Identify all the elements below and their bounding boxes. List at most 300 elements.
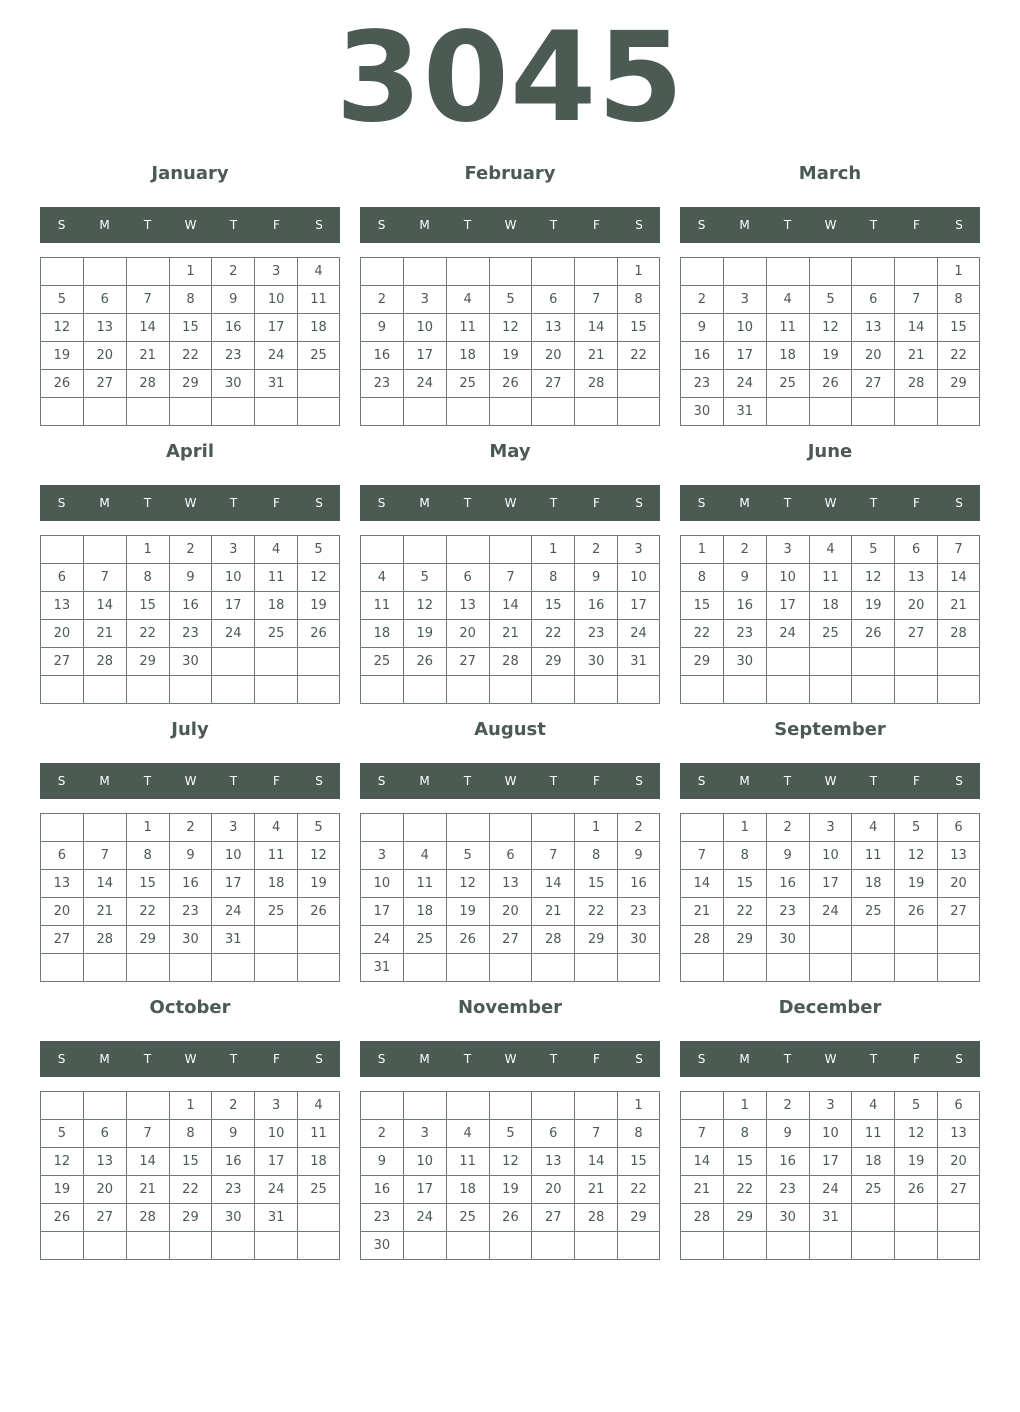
day-cell: 31	[809, 1204, 852, 1232]
day-cell	[532, 398, 575, 426]
day-cell	[618, 676, 660, 704]
day-cell: 9	[723, 564, 766, 592]
day-cell: 17	[723, 342, 766, 370]
day-cell: 21	[126, 342, 169, 370]
day-cell	[938, 1232, 980, 1260]
day-cell: 19	[41, 1176, 84, 1204]
day-cell	[83, 1092, 126, 1120]
day-cell	[126, 398, 169, 426]
day-cell	[723, 258, 766, 286]
weekday-label: S	[57, 1052, 66, 1066]
day-cell: 20	[938, 870, 980, 898]
day-cell	[938, 398, 980, 426]
week-row	[361, 648, 660, 676]
day-cell: 13	[532, 314, 575, 342]
weekday-header	[680, 207, 980, 243]
day-cell: 18	[255, 870, 298, 898]
weekday-label: F	[593, 218, 600, 232]
day-cell: 30	[766, 926, 809, 954]
day-cell	[255, 1232, 298, 1260]
day-cell	[618, 398, 660, 426]
day-cell: 25	[446, 1204, 489, 1232]
day-cell	[852, 1232, 895, 1260]
day-cell: 17	[403, 342, 446, 370]
day-cell: 14	[575, 1148, 618, 1176]
week-row	[681, 898, 980, 926]
day-cell	[809, 398, 852, 426]
weekday-label: T	[549, 1052, 558, 1066]
day-cell	[255, 648, 298, 676]
weekday-label: F	[273, 1052, 280, 1066]
day-cell	[852, 1204, 895, 1232]
day-cell	[489, 1232, 532, 1260]
day-cell: 12	[446, 870, 489, 898]
day-cell: 31	[723, 398, 766, 426]
week-row	[41, 870, 340, 898]
weekday-label: T	[783, 218, 792, 232]
day-cell	[809, 258, 852, 286]
day-cell: 11	[766, 314, 809, 342]
day-cell	[852, 954, 895, 982]
week-row	[681, 398, 980, 426]
day-cell: 29	[532, 648, 575, 676]
weekday-label: S	[315, 496, 323, 510]
day-cell: 24	[618, 620, 660, 648]
day-cell: 16	[212, 314, 255, 342]
weekday-label: F	[273, 774, 280, 788]
day-cell: 12	[403, 592, 446, 620]
week-row	[361, 536, 660, 564]
day-cell: 17	[403, 1176, 446, 1204]
day-cell: 10	[766, 564, 809, 592]
weekday-label: M	[419, 774, 430, 788]
day-cell: 8	[681, 564, 724, 592]
day-cell: 21	[489, 620, 532, 648]
week-row	[41, 814, 340, 842]
week-row	[681, 926, 980, 954]
day-cell	[446, 1232, 489, 1260]
day-cell: 15	[575, 870, 618, 898]
day-cell: 20	[83, 1176, 126, 1204]
day-cell: 14	[126, 1148, 169, 1176]
day-cell: 6	[938, 1092, 980, 1120]
day-cell: 21	[83, 620, 126, 648]
day-cell	[83, 1232, 126, 1260]
day-cell: 24	[212, 620, 255, 648]
week-row	[361, 1232, 660, 1260]
day-cell: 9	[766, 842, 809, 870]
day-cell: 23	[169, 898, 212, 926]
day-cell: 5	[41, 286, 84, 314]
day-cell: 15	[618, 314, 660, 342]
week-row	[361, 1120, 660, 1148]
weekday-label: W	[504, 1052, 517, 1066]
day-cell	[41, 398, 84, 426]
day-cell: 3	[723, 286, 766, 314]
day-cell: 5	[403, 564, 446, 592]
day-cell: 28	[681, 926, 724, 954]
day-cell: 10	[212, 564, 255, 592]
day-cell: 3	[618, 536, 660, 564]
weekday-header	[680, 1041, 980, 1077]
day-cell	[298, 676, 340, 704]
weekday-label: T	[463, 218, 472, 232]
day-cell: 5	[446, 842, 489, 870]
weekday-label: S	[315, 218, 323, 232]
week-row	[41, 370, 340, 398]
day-cell: 28	[83, 648, 126, 676]
weekday-label: T	[869, 774, 878, 788]
day-cell: 1	[618, 258, 660, 286]
weekday-label: W	[504, 774, 517, 788]
weekday-label: T	[229, 218, 238, 232]
day-cell: 25	[766, 370, 809, 398]
month-name: November	[457, 997, 563, 1018]
day-cell: 24	[403, 1204, 446, 1232]
day-cell	[809, 954, 852, 982]
day-cell: 7	[532, 842, 575, 870]
day-cell: 18	[298, 1148, 340, 1176]
day-cell	[809, 926, 852, 954]
day-cell: 17	[809, 1148, 852, 1176]
day-cell: 8	[723, 1120, 766, 1148]
week-row	[361, 898, 660, 926]
day-cell	[41, 954, 84, 982]
day-cell	[298, 1232, 340, 1260]
day-cell: 20	[489, 898, 532, 926]
day-cell: 3	[403, 1120, 446, 1148]
weekday-label: F	[273, 218, 280, 232]
day-cell: 13	[41, 592, 84, 620]
weekday-label: T	[143, 1052, 152, 1066]
day-cell: 22	[126, 898, 169, 926]
day-grid	[360, 535, 660, 704]
week-row	[681, 564, 980, 592]
day-cell: 2	[361, 286, 404, 314]
day-cell	[169, 954, 212, 982]
month-name: March	[798, 163, 862, 184]
year-title: 3045	[335, 6, 685, 150]
day-cell	[126, 1232, 169, 1260]
day-cell	[298, 370, 340, 398]
week-row	[41, 1120, 340, 1148]
day-cell: 23	[618, 898, 660, 926]
day-cell: 18	[852, 1148, 895, 1176]
day-cell: 1	[126, 814, 169, 842]
day-cell: 5	[895, 1092, 938, 1120]
week-row	[681, 648, 980, 676]
day-cell: 23	[212, 342, 255, 370]
weekday-label: T	[229, 1052, 238, 1066]
day-cell: 9	[212, 286, 255, 314]
day-cell: 26	[489, 370, 532, 398]
day-cell	[938, 1204, 980, 1232]
day-grid	[40, 535, 340, 704]
day-cell: 21	[126, 1176, 169, 1204]
day-cell: 8	[938, 286, 980, 314]
day-cell: 10	[809, 1120, 852, 1148]
day-cell: 8	[575, 842, 618, 870]
day-cell: 25	[852, 898, 895, 926]
weekday-label: T	[463, 1052, 472, 1066]
day-cell: 20	[852, 342, 895, 370]
day-cell: 7	[126, 1120, 169, 1148]
weekday-label: M	[99, 496, 110, 510]
weekday-label: S	[955, 496, 963, 510]
day-cell: 13	[446, 592, 489, 620]
day-cell: 30	[212, 370, 255, 398]
day-cell: 28	[575, 370, 618, 398]
day-cell: 13	[895, 564, 938, 592]
day-cell: 3	[361, 842, 404, 870]
weekday-label: S	[57, 496, 66, 510]
weekday-label: W	[824, 496, 837, 510]
day-cell: 19	[895, 870, 938, 898]
day-cell: 29	[618, 1204, 660, 1232]
day-cell	[895, 676, 938, 704]
day-cell	[403, 1232, 446, 1260]
day-cell: 21	[681, 1176, 724, 1204]
day-cell	[403, 398, 446, 426]
weekday-label: W	[504, 496, 517, 510]
day-cell	[575, 258, 618, 286]
weekday-label: S	[955, 218, 963, 232]
weekday-label: T	[229, 774, 238, 788]
day-cell: 13	[489, 870, 532, 898]
day-cell: 13	[83, 1148, 126, 1176]
day-grid	[360, 257, 660, 426]
day-cell	[403, 1092, 446, 1120]
day-cell: 15	[169, 314, 212, 342]
weekday-label: S	[697, 1052, 706, 1066]
week-row	[681, 676, 980, 704]
day-cell	[446, 398, 489, 426]
day-cell: 6	[41, 564, 84, 592]
day-cell: 5	[489, 286, 532, 314]
day-cell: 5	[809, 286, 852, 314]
day-cell: 4	[766, 286, 809, 314]
weekday-header	[40, 763, 340, 799]
month-name: December	[778, 997, 882, 1018]
week-row	[681, 870, 980, 898]
day-cell	[809, 648, 852, 676]
day-cell: 14	[895, 314, 938, 342]
day-cell	[766, 648, 809, 676]
day-cell: 11	[298, 1120, 340, 1148]
weekday-header	[360, 485, 660, 521]
day-cell: 16	[575, 592, 618, 620]
weekday-label: S	[955, 774, 963, 788]
day-cell: 24	[766, 620, 809, 648]
day-cell: 30	[169, 926, 212, 954]
day-cell: 1	[575, 814, 618, 842]
day-cell	[575, 676, 618, 704]
weekday-label: T	[463, 496, 472, 510]
day-grid	[680, 535, 980, 704]
day-cell	[575, 954, 618, 982]
day-cell: 28	[126, 370, 169, 398]
day-cell	[489, 676, 532, 704]
day-cell: 22	[938, 342, 980, 370]
day-cell	[255, 398, 298, 426]
day-cell: 28	[895, 370, 938, 398]
day-cell: 8	[169, 286, 212, 314]
day-cell	[255, 926, 298, 954]
day-cell: 4	[852, 814, 895, 842]
weekday-label: M	[99, 774, 110, 788]
week-row	[361, 258, 660, 286]
weekday-header	[680, 485, 980, 521]
day-cell	[446, 676, 489, 704]
weekday-header	[360, 207, 660, 243]
day-cell: 6	[852, 286, 895, 314]
day-cell: 2	[169, 814, 212, 842]
day-cell: 4	[809, 536, 852, 564]
day-cell: 16	[723, 592, 766, 620]
day-cell	[212, 398, 255, 426]
day-cell: 1	[532, 536, 575, 564]
day-cell	[212, 676, 255, 704]
day-cell	[723, 676, 766, 704]
week-row	[681, 370, 980, 398]
day-cell: 23	[681, 370, 724, 398]
day-cell: 3	[403, 286, 446, 314]
weekday-label: S	[315, 1052, 323, 1066]
week-row	[681, 592, 980, 620]
day-cell: 26	[489, 1204, 532, 1232]
month-name: January	[151, 163, 229, 184]
day-cell	[361, 258, 404, 286]
day-cell: 12	[895, 1120, 938, 1148]
weekday-label: T	[143, 218, 152, 232]
day-cell: 26	[446, 926, 489, 954]
day-cell: 8	[126, 842, 169, 870]
day-cell: 18	[361, 620, 404, 648]
weekday-label: S	[955, 1052, 963, 1066]
day-grid	[40, 1091, 340, 1260]
weekday-label: S	[635, 496, 643, 510]
day-cell: 17	[618, 592, 660, 620]
day-cell: 28	[126, 1204, 169, 1232]
day-cell: 4	[446, 286, 489, 314]
day-cell: 22	[723, 898, 766, 926]
day-cell: 12	[895, 842, 938, 870]
day-cell: 10	[212, 842, 255, 870]
week-row	[41, 536, 340, 564]
day-cell: 10	[255, 1120, 298, 1148]
month-name: April	[165, 441, 215, 462]
weekday-label: M	[739, 1052, 750, 1066]
day-cell: 29	[126, 648, 169, 676]
day-cell: 6	[532, 1120, 575, 1148]
week-row	[41, 926, 340, 954]
day-cell: 11	[852, 842, 895, 870]
day-cell: 23	[766, 898, 809, 926]
day-cell: 19	[41, 342, 84, 370]
weekday-label: T	[783, 774, 792, 788]
day-cell: 24	[809, 898, 852, 926]
day-cell: 29	[723, 1204, 766, 1232]
day-cell	[681, 1232, 724, 1260]
day-cell: 23	[212, 1176, 255, 1204]
weekday-label: W	[824, 774, 837, 788]
day-cell: 8	[618, 1120, 660, 1148]
week-row	[41, 1176, 340, 1204]
day-cell: 30	[723, 648, 766, 676]
day-cell: 22	[169, 1176, 212, 1204]
day-cell: 26	[852, 620, 895, 648]
weekday-label: W	[184, 496, 197, 510]
day-cell	[532, 1232, 575, 1260]
day-cell: 30	[169, 648, 212, 676]
day-cell: 25	[446, 370, 489, 398]
day-cell: 7	[126, 286, 169, 314]
weekday-label: T	[549, 774, 558, 788]
day-cell	[489, 814, 532, 842]
day-cell: 3	[809, 1092, 852, 1120]
day-cell: 10	[403, 1148, 446, 1176]
day-cell: 15	[938, 314, 980, 342]
day-cell	[126, 1092, 169, 1120]
day-cell	[618, 1232, 660, 1260]
week-row	[681, 1148, 980, 1176]
week-row	[681, 286, 980, 314]
day-cell	[255, 954, 298, 982]
weekday-label: T	[229, 496, 238, 510]
day-cell: 21	[681, 898, 724, 926]
weekday-label: S	[315, 774, 323, 788]
day-cell: 17	[255, 1148, 298, 1176]
day-cell	[446, 258, 489, 286]
day-cell: 3	[255, 258, 298, 286]
day-cell: 26	[809, 370, 852, 398]
day-cell: 30	[681, 398, 724, 426]
week-row	[681, 620, 980, 648]
weekday-label: M	[419, 1052, 430, 1066]
day-cell: 29	[723, 926, 766, 954]
weekday-label: M	[419, 496, 430, 510]
day-cell: 19	[489, 1176, 532, 1204]
day-cell: 9	[575, 564, 618, 592]
day-cell: 17	[212, 592, 255, 620]
week-row	[361, 342, 660, 370]
day-cell	[446, 1092, 489, 1120]
day-cell: 14	[83, 870, 126, 898]
day-cell: 4	[255, 814, 298, 842]
day-cell: 16	[681, 342, 724, 370]
day-cell: 27	[41, 648, 84, 676]
day-cell: 4	[298, 1092, 340, 1120]
day-cell: 29	[126, 926, 169, 954]
day-cell	[41, 1092, 84, 1120]
day-cell: 2	[361, 1120, 404, 1148]
day-cell: 9	[169, 842, 212, 870]
weekday-header	[40, 207, 340, 243]
day-cell	[681, 258, 724, 286]
day-cell	[575, 1232, 618, 1260]
week-row	[41, 1232, 340, 1260]
day-cell: 2	[618, 814, 660, 842]
day-cell: 31	[255, 1204, 298, 1232]
weekday-label: T	[143, 774, 152, 788]
day-cell: 5	[298, 814, 340, 842]
week-row	[681, 314, 980, 342]
day-cell: 10	[618, 564, 660, 592]
day-cell: 16	[169, 592, 212, 620]
weekday-label: F	[913, 218, 920, 232]
day-cell: 27	[83, 370, 126, 398]
weekday-label: W	[184, 774, 197, 788]
